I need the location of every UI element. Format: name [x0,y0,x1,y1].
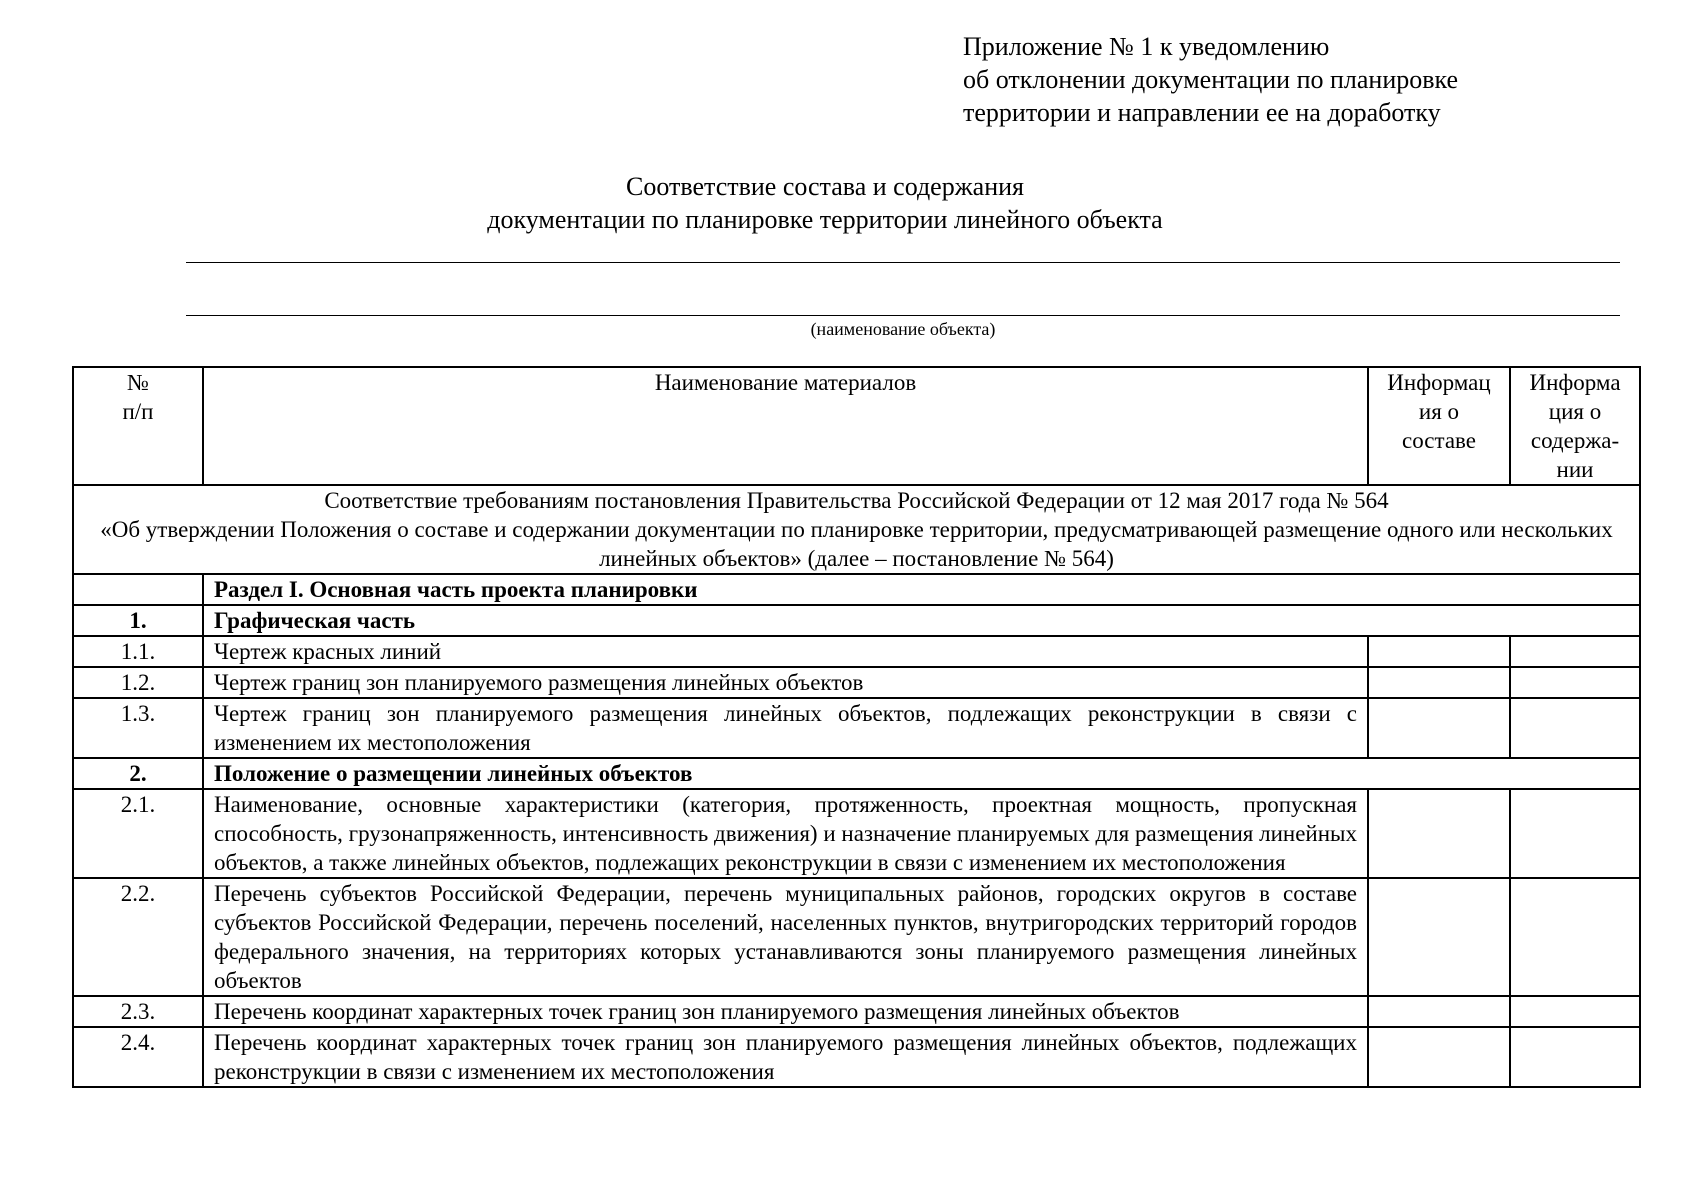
group-row-1 [73,605,1640,636]
materials-table [72,366,1641,1088]
row-material: Чертеж красных линий [203,636,1368,667]
row-number: 1.2. [73,667,203,698]
title-line-1: Соответствие состава и содержания [625,172,1025,201]
row-number: 1.3. [73,698,203,758]
table-row [73,1027,1640,1087]
row-number: 2.3. [73,996,203,1027]
group-row-2 [73,758,1640,789]
object-name-line-2 [186,315,1620,316]
row-content-cell [1510,667,1640,698]
row-content-cell [1510,789,1640,878]
requirement-cell [73,485,1640,574]
table-row [73,789,1640,878]
requirement-row [73,485,1640,574]
row-composition-cell [1368,667,1510,698]
row-composition-cell [1368,789,1510,878]
header-composition-line-3: составе [1402,428,1476,453]
header-number-line-1: № [127,370,149,395]
header-content-line-1: Информа [1529,370,1621,395]
row-material: Чертеж границ зон планируемого размещения линейных объектов [203,667,1368,698]
row-content-cell [1510,996,1640,1027]
object-name-caption: (наименование объекта) [810,319,996,339]
header-number-line-2: п/п [122,399,154,424]
requirement-line-2: «Об утверждении Положения о составе и содержании документации по планировке территории, предусматривающей размещение одного или нескольких линейных объектов» (далее – постановление № 564) [100,517,1613,571]
row-material: Наименование, основные характеристики (категория, протяженность, проектная мощность, пропускная способность, грузонапряженность, интенсивность движения) и назначение планируемых для размещения линейных объектов, а также линейных объектов, подлежащих реконструкции в связи с изменением их местоположения [203,789,1368,878]
header-composition-line-1: Информац [1387,370,1491,395]
group-title: Положение о размещении линейных объектов [203,758,1640,789]
document-title [0,170,1650,236]
row-number: 2.1. [73,789,203,878]
section-number-cell [73,574,203,605]
header-content-line-3: содержа- [1530,428,1620,453]
row-composition-cell [1368,996,1510,1027]
table-row [73,878,1640,996]
appendix-block [963,30,1663,129]
row-material: Перечень субъектов Российской Федерации, перечень муниципальных районов, городских округов в составе субъектов Российской Федерации, перечень поселений, населенных пунктов, внутригородских территорий городов федерального значения, на территориях которых устанавливаются зоны планируемого размещения линейных объектов [203,878,1368,996]
row-content-cell [1510,878,1640,996]
row-composition-cell [1368,1027,1510,1087]
table-row [73,996,1640,1027]
header-materials: Наименование материалов [203,367,1368,485]
requirement-line-1: Соответствие требованиям постановления Правительства Российской Федерации от 12 мая 2017 года № 564 [324,488,1389,513]
table-row [73,698,1640,758]
row-composition-cell [1368,636,1510,667]
row-composition-cell [1368,698,1510,758]
table-header-row [73,367,1640,485]
row-number: 1.1. [73,636,203,667]
header-composition [1368,367,1510,485]
row-number: 2.2. [73,878,203,996]
row-number: 2.4. [73,1027,203,1087]
group-number: 1. [73,605,203,636]
appendix-line-2: об отклонении документации по планировке [963,65,1459,94]
group-title: Графическая часть [203,605,1640,636]
header-content-line-4: нии [1556,457,1594,482]
row-composition-cell [1368,878,1510,996]
header-content [1510,367,1640,485]
header-content-line-2: ция о [1548,399,1602,424]
header-number [73,367,203,485]
group-number: 2. [73,758,203,789]
section-title: Раздел I. Основная часть проекта планировки [203,574,1640,605]
table-row [73,636,1640,667]
row-content-cell [1510,636,1640,667]
title-line-2: документации по планировке территории линейного объекта [487,205,1163,234]
table-row [73,667,1640,698]
section-row [73,574,1640,605]
object-name-line-1 [186,262,1620,263]
appendix-line-3: территории и направлении ее на доработку [963,98,1441,127]
row-content-cell [1510,698,1640,758]
row-material: Чертеж границ зон планируемого размещения линейных объектов, подлежащих реконструкции в связи с изменением их местоположения [203,698,1368,758]
row-content-cell [1510,1027,1640,1087]
appendix-line-1: Приложение № 1 к уведомлению [963,32,1330,61]
row-material: Перечень координат характерных точек границ зон планируемого размещения линейных объектов, подлежащих реконструкции в связи с изменением их местоположения [203,1027,1368,1087]
header-composition-line-2: ия о [1418,399,1460,424]
row-material: Перечень координат характерных точек границ зон планируемого размещения линейных объектов [203,996,1368,1027]
